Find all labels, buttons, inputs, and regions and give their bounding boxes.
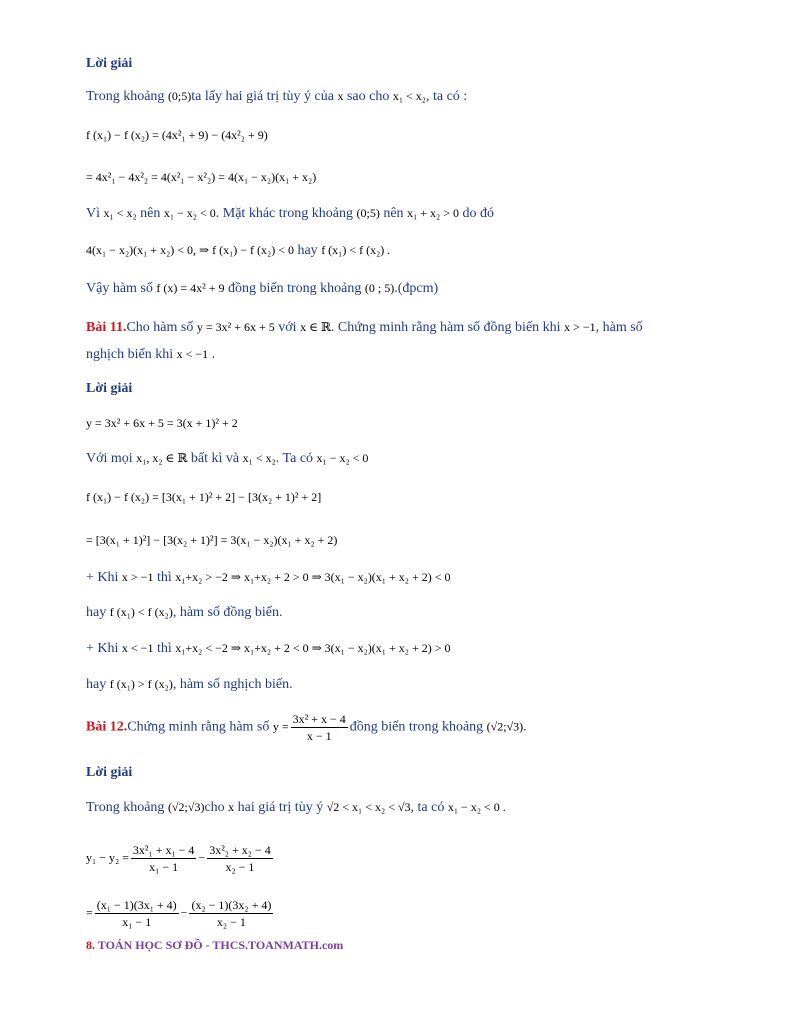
exercise-11-statement-cont: nghịch biến khi x < −1 . xyxy=(86,347,216,362)
text-line-conclusion: Vậy hàm số f (x) = 4x² + 9 đồng biến trong khoảng (0 ; 5).(đpcm) xyxy=(86,281,439,296)
text-line-case-greater: + Khi x > −1 thì x₁+x₂ > −2 ⇒ x₁+x₂ + 2 > 0 ⇒ 3(x₁ − x₂)(x₁ + x₂ + 2) < 0 xyxy=(86,570,451,585)
exercise-12-statement: Bài 12.Chứng minh rằng hàm số y = $\frac{\text{3x² + x − 4}}{x - 1}$ đồng biến trong khoảng (√2;√3). xyxy=(86,712,527,743)
text-line-interval-12: Trong khoảng (√2;√3)cho x hai giá trị tùy ý √2 < x₁ < x₂ < √3, ta có x₁ − x₂ < 0 . xyxy=(86,800,506,815)
text-line-decreasing: hay f (x₁) > f (x₂), hàm số nghịch biến. xyxy=(86,677,293,692)
heading-loi-giai-3: Lời giải xyxy=(86,765,133,780)
page-footer xyxy=(86,938,343,953)
heading-loi-giai-2: Lời giải xyxy=(86,381,133,396)
formula-expansion: = 4x²₁ − 4x²₂ = 4(x²₁ − x²₂) = 4(x₁ − x₂)(x₁ + x₂) xyxy=(86,170,317,184)
footer-brand: TOÁN HỌC SƠ ĐỒ - THCS.TOANMATH.com xyxy=(97,938,344,952)
formula-difference: f (x₁) − f (x₂) = (4x²₁ + 9) − (4x²₂ + 9) xyxy=(86,128,268,142)
text-line-inequality: 4(x₁ − x₂)(x₁ + x₂) < 0, ⇒ f (x₁) − f (x₂) < 0 hay f (x₁) < f (x₂) . xyxy=(86,243,391,258)
formula-difference-11: f (x₁) − f (x₂) = [3(x₁ + 1)² + 2] − [3(x₂ + 1)² + 2] xyxy=(86,490,322,504)
text-line-case-less: + Khi x < −1 thì x₁+x₂ < −2 ⇒ x₁+x₂ + 2 < 0 ⇒ 3(x₁ − x₂)(x₁ + x₂ + 2) > 0 xyxy=(86,641,451,656)
formula-complete-square: y = 3x² + 6x + 5 = 3(x + 1)² + 2 xyxy=(86,416,238,430)
page-number: 8. xyxy=(86,938,95,952)
formula-factor-11: = [3(x₁ + 1)²] − [3(x₂ + 1)²] = 3(x₁ − x₂)(x₁ + x₂ + 2) xyxy=(86,533,338,547)
text-line-reasoning: Vì x₁ < x₂ nên x₁ − x₂ < 0. Mặt khác trong khoảng (0;5) nên x₁ + x₂ > 0 do đó xyxy=(86,206,494,221)
formula-fraction-difference: y₁ − y₂ = $\frac{\text{3x²₁ + x₁ − 4}}{\text{x₁ − 1}}$ − $\frac{\text{3x²₂ + x₂ − 4}}{\text{x₂ − 1}}$ xyxy=(86,843,271,874)
text-line-for-all: Với mọi x₁, x₂ ∈ ℝ bất kì và x₁ < x₂. Ta có x₁ − x₂ < 0 xyxy=(86,451,369,466)
exercise-11-statement: Bài 11.Cho hàm số y = 3x² + 6x + 5 với x ∈ ℝ. Chứng minh rằng hàm số đồng biến khi x > −1, hàm số xyxy=(86,320,643,335)
text-line-increasing: hay f (x₁) < f (x₂), hàm số đồng biến. xyxy=(86,605,283,620)
heading-loi-giai-1: Lời giải xyxy=(86,56,133,71)
text-line-interval-intro: Trong khoảng (0;5)ta lấy hai giá trị tùy ý của x sao cho x₁ < x₂, ta có : xyxy=(86,89,468,104)
formula-fraction-factored: = $\frac{\text{(x₁ − 1)(3x₁ + 4)}}{\text{x₁ − 1}}$ − $\frac{\text{(x₂ − 1)(3x₂ + 4)}}{\text{x₂ − 1}}$ xyxy=(86,898,272,929)
